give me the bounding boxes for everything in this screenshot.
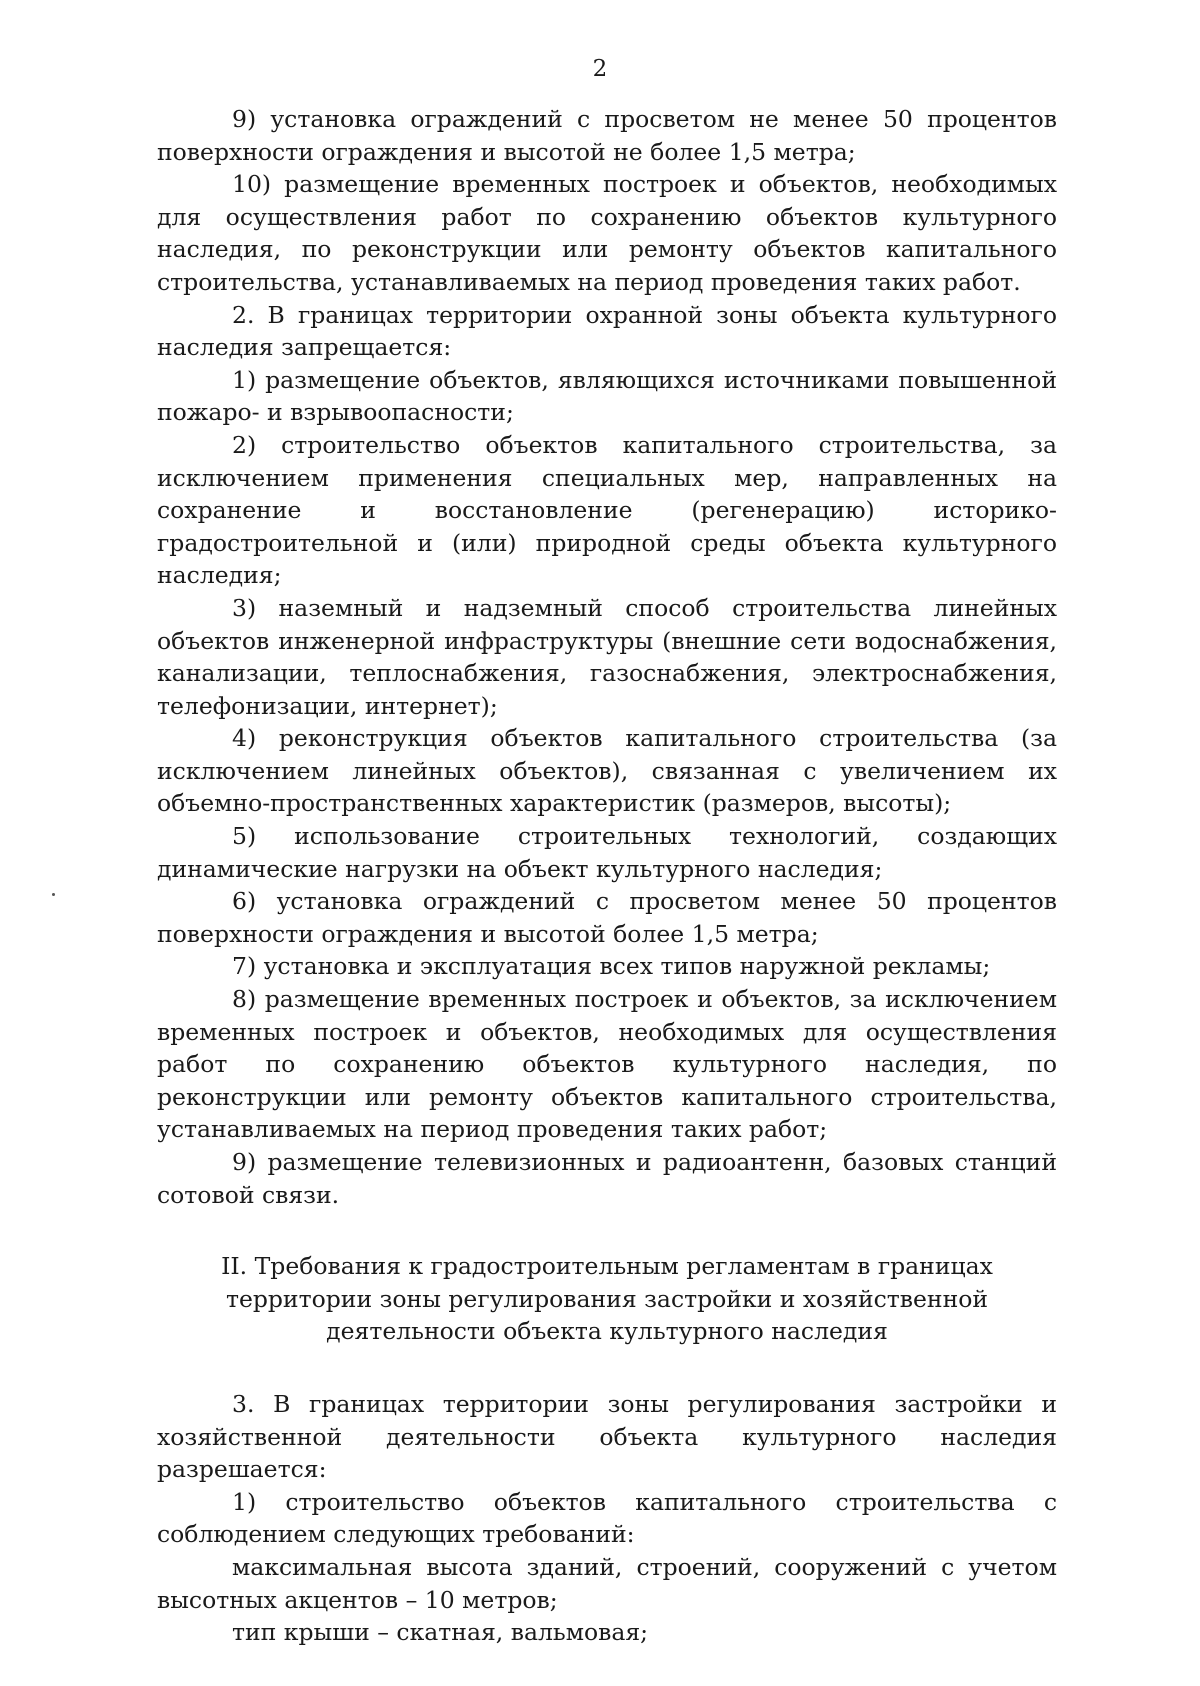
paragraph: максимальная высота зданий, строений, сооружений с учетом высотных акцентов – 10 метров; [157,1552,1057,1614]
paragraph: 4) реконструкция объектов капитального строительства (за исключением линейных объектов), связанная с увеличением их объемно-пространственных характеристик (размеров, высоты); [157,724,1057,818]
paragraph: 6) установка ограждений с просветом менее 50 процентов поверхности ограждения и высотой более 1,5 метра; [157,887,1057,948]
paragraph: 3) наземный и надземный способ строительства линейных объектов инженерной инфраструктуры (внешние сети водоснабжения, канализации, теплоснабжения, газоснабжения, электроснабжения, телефонизации, интернет); [157,593,1057,720]
paragraph: 1) размещение объектов, являющихся источниками повышенной пожаро- и взрывоопасности; [157,365,1057,427]
scan-artifact-dot [52,893,55,896]
paragraph: 8) размещение временных построек и объектов, за исключением временных построек и объектов, необходимых для осуществления работ по сохранению объектов культурного наследия, по реконструкции или ремонту объектов капитального строительства, устанавливаемых на период проведения таких работ; [157,985,1057,1144]
paragraph: 2) строительство объектов капитального строительства, за исключением применения специальных мер, направленных на сохранение и восстановление (регенерацию) историко-градостроительной и (или) природной среды объекта культурного наследия; [157,430,1057,590]
paragraph: 10) размещение временных построек и объектов, необходимых для осуществления работ по сохранению объектов культурного наследия, по реконструкции или ремонту объектов капитального строительства, устанавливаемых на период проведения таких работ. [157,170,1057,296]
page-number: 2 [592,56,608,82]
paragraph: 1) строительство объектов капитального строительства с соблюдением следующих требований: [157,1487,1057,1549]
paragraph: 7) установка и эксплуатация всех типов наружной рекламы; [232,952,991,981]
paragraph: 2. В границах территории охранной зоны объекта культурного наследия запрещается: [157,300,1057,362]
paragraph: 5) использование строительных технологий, создающих динамические нагрузки на объект культурного наследия; [157,822,1057,883]
section-heading: II. Требования к градостроительным регламентам в границах территории зоны регулирования застройки и хозяйственной деятельности объекта культурного наследия [221,1252,993,1346]
paragraph: 9) установка ограждений с просветом не менее 50 процентов поверхности ограждения и высотой не более 1,5 метра; [157,105,1057,166]
paragraph: 3. В границах территории зоны регулирования застройки и хозяйственной деятельности объекта культурного наследия разрешается: [157,1389,1057,1484]
paragraph: 9) размещение телевизионных и радиоантенн, базовых станций сотовой связи. [157,1148,1057,1209]
paragraph: тип крыши – скатная, вальмовая; [232,1618,649,1647]
document-body [157,103,1057,1649]
